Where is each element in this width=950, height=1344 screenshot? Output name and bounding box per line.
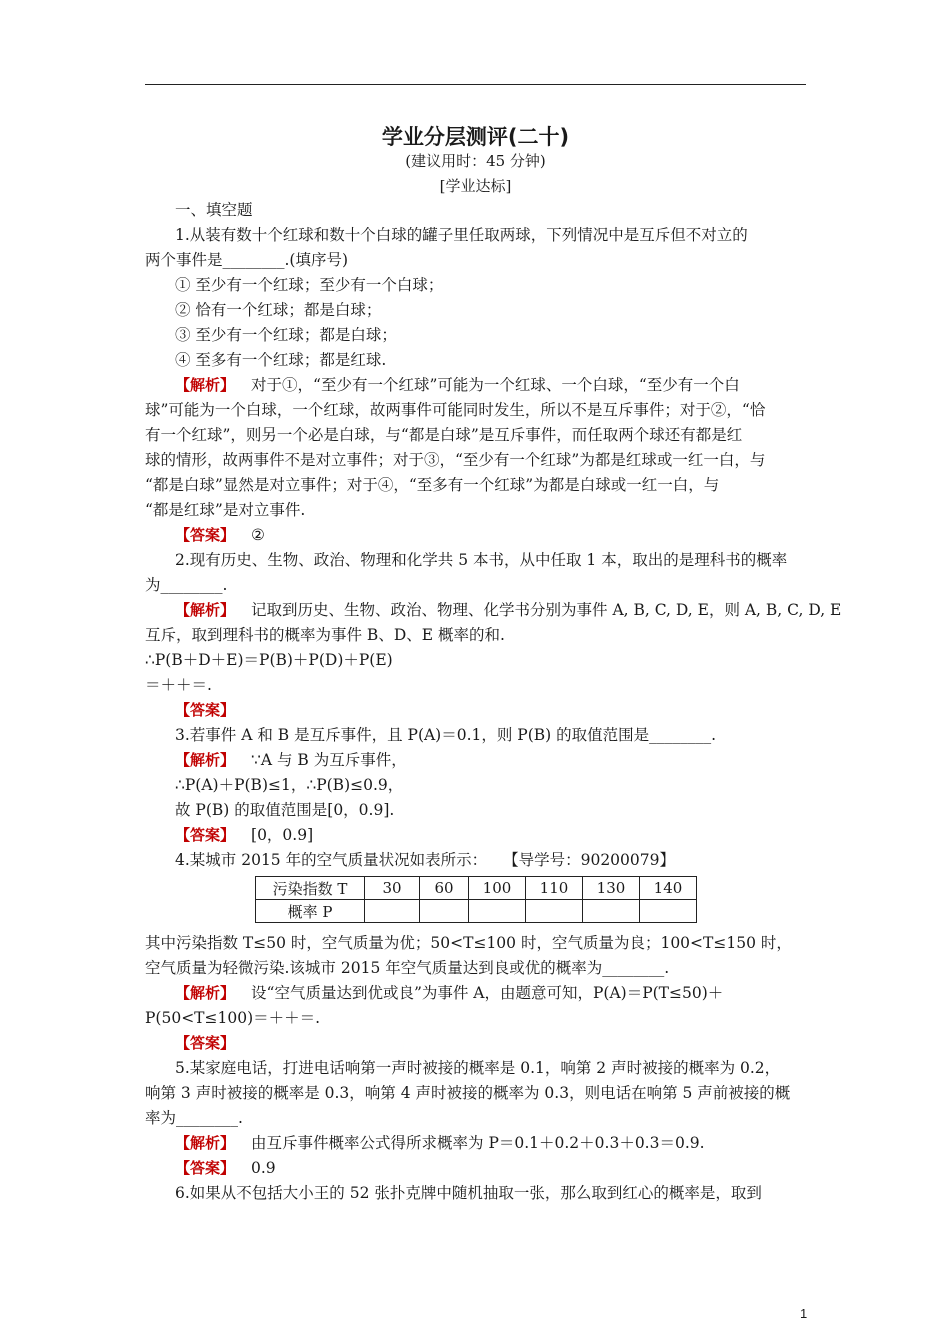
answer-label: 【答案】 [175,1159,236,1177]
q1-answer [175,525,806,545]
table-cell: 110 [526,877,583,900]
table-row [256,877,697,900]
table-cell [469,900,526,923]
q1-option-1: ① 至少有一个红球；至少有一个白球； [175,276,444,294]
q2-analysis-line3: ∴P(B＋D＋E)＝P(B)＋P(D)＋P(E) [145,651,393,669]
answer-label: 【答案】 [175,826,236,844]
q1-analysis-line2: 球”可能为一个白球，一个红球，故两事件可能同时发生，所以不是互斥事件；对于②，“恰 [145,401,766,419]
table-row [256,900,697,923]
q5-stem-line2: 响第 3 声时被接的概率是 0.3，响第 4 声时被接的概率为 0.3，则电话在响第 5 声前被接的概 [145,1084,791,1102]
table-cell [420,900,469,923]
q1-answer-value: ② [251,526,265,544]
q2-analysis-line4: ＝＋＋＝. [145,676,212,694]
q2-analysis-line2: 互斥，取到理科书的概率为事件 B、D、E 概率的和. [145,626,505,644]
q3-analysis-text: ∵A 与 B 为互斥事件， [251,751,407,769]
q5-answer-value: 0.9 [251,1159,276,1177]
q4-analysis-line2: P(50<T≤100)＝＋＋＝. [145,1009,321,1027]
q1-option-4: ④ 至多有一个红球；都是红球. [175,351,387,369]
table-header-cell: 污染指数 T [256,877,365,900]
q2-analysis-text: 记取到历史、生物、政治、物理、化学书分别为事件 A, B, C, D, E，则 A, B, C, D, E [251,601,842,619]
q2-analysis-line1 [175,600,842,620]
analysis-label: 【解析】 [175,751,236,769]
level-heading: [学业达标] [439,177,512,195]
table-cell [526,900,583,923]
table-header-cell: 概率 P [256,900,365,923]
q5-analysis [175,1133,806,1153]
analysis-label: 【解析】 [175,1134,236,1152]
q1-analysis-line3: 有一个红球”，则另一个必是白球，与“都是白球”是互斥事件，而任取两个球还有都是红 [145,426,743,444]
q1-analysis-line1 [175,375,806,395]
q5-stem-line3: 率为________. [145,1109,243,1127]
q1-analysis-line5: “都是白球”显然是对立事件；对于④，“至多有一个红球”为都是白球或一红一白，与 [145,476,720,494]
table-cell: 140 [640,877,697,900]
table-cell [640,900,697,923]
q4-answer [175,1033,806,1053]
q3-answer-value: [0，0.9] [251,826,314,844]
q1-stem-line2: 两个事件是________.(填序号) [145,251,349,269]
q4-analysis-line1 [175,983,806,1003]
table-cell: 60 [420,877,469,900]
table-cell [365,900,420,923]
q3-analysis-line2: ∴P(A)＋P(B)≤1，∴P(B)≤0.9， [175,776,404,794]
q1-stem-line1: 1.从装有数十个红球和数十个白球的罐子里任取两球，下列情况中是互斥但不对立的 [175,226,748,244]
answer-label: 【答案】 [175,526,236,544]
q6-stem: 6.如果从不包括大小王的 52 张扑克牌中随机抽取一张，那么取到红心的概率是，取到 [175,1184,762,1202]
q2-answer [175,700,806,720]
q1-analysis-line4: 球的情形，故两事件不是对立事件；对于③，“至少有一个红球”为都是红球或一红一白，与 [145,451,766,469]
header-rule [145,84,806,85]
q5-answer [175,1158,806,1178]
q4-after-line1: 其中污染指数 T≤50 时，空气质量为优；50<T≤100 时，空气质量为良；100<T≤150 时， [145,934,792,952]
time-note: (建议用时：45 分钟) [405,152,546,170]
q4-stem-text: 4.某城市 2015 年的空气质量状况如表所示： [175,851,488,869]
answer-label: 【答案】 [175,1034,236,1052]
q5-analysis-text: 由互斥事件概率公式得所求概率为 P＝0.1＋0.2＋0.3＋0.3＝0.9. [251,1134,705,1152]
q4-after-line2: 空气质量为轻微污染.该城市 2015 年空气质量达到良或优的概率为________. [145,959,670,977]
q1-option-2: ② 恰有一个红球；都是白球； [175,301,382,319]
q5-stem-line1: 5.某家庭电话，打进电话响第一声时被接的概率是 0.1，响第 2 声时被接的概率为 0.2， [175,1059,781,1077]
q3-analysis-line3: 故 P(B) 的取值范围是[0，0.9]. [175,801,395,819]
analysis-label: 【解析】 [175,984,236,1002]
section-heading: 一、填空题 [175,201,253,219]
q1-analysis-line6: “都是红球”是对立事件. [145,501,306,519]
answer-label: 【答案】 [175,701,236,719]
table-cell: 100 [469,877,526,900]
table-cell [583,900,640,923]
q4-stem [175,850,806,870]
air-quality-table [255,876,697,923]
table-cell: 130 [583,877,640,900]
q4-analysis-text: 设“空气质量达到优或良”为事件 A，由题意可知，P(A)＝P(T≤50)＋ [251,984,724,1002]
page-title: 学业分层测评(二十) [381,125,570,149]
q2-stem-line2: 为________. [145,576,228,594]
q4-ref-number: 【导学号：90200079】 [503,851,675,869]
q3-answer [175,825,806,845]
analysis-label: 【解析】 [175,376,236,394]
q3-analysis-line1 [175,750,806,770]
table-cell: 30 [365,877,420,900]
q3-stem: 3.若事件 A 和 B 是互斥事件，且 P(A)＝0.1，则 P(B) 的取值范围是________. [175,726,717,744]
page-number: 1 [800,1306,808,1321]
q2-stem-line1: 2.现有历史、生物、政治、物理和化学共 5 本书，从中任取 1 本，取出的是理科书的概率 [175,551,788,569]
q1-option-3: ③ 至少有一个红球；都是白球； [175,326,397,344]
q1-analysis-text: 对于①，“至少有一个红球”可能为一个红球、一个白球，“至少有一个白 [251,376,740,394]
analysis-label: 【解析】 [175,601,236,619]
